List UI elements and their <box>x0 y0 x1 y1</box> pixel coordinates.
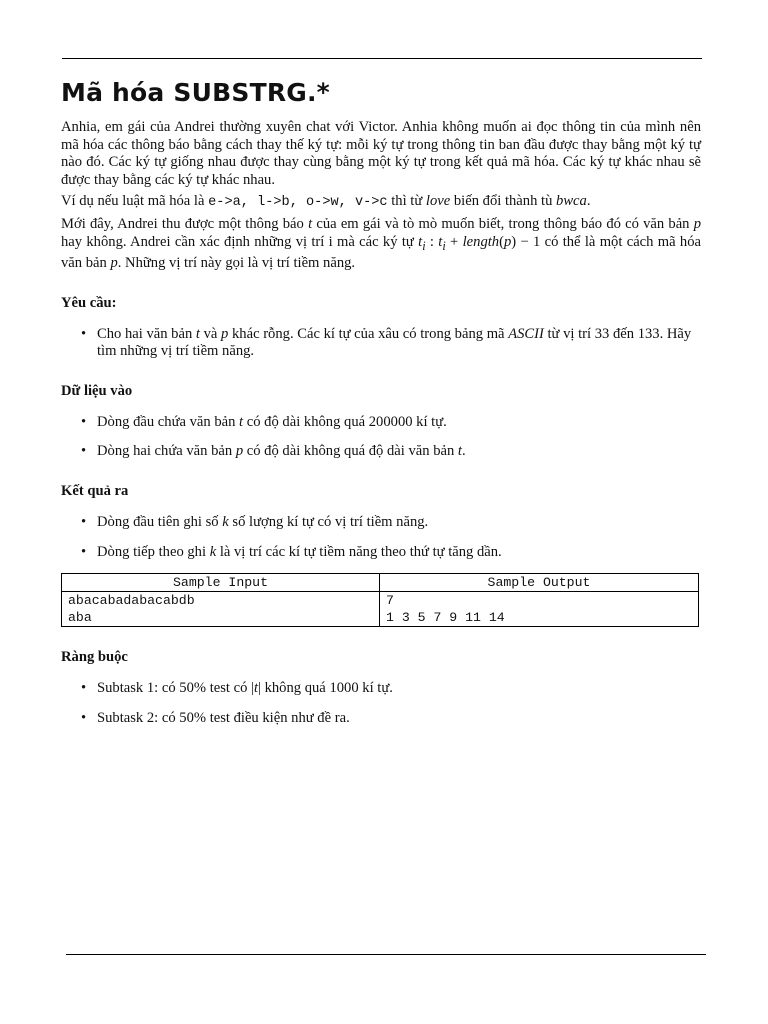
sample-input-line: abacabadabacabdb <box>68 593 195 609</box>
list-item <box>61 326 701 361</box>
sample-output-cell <box>380 592 699 627</box>
text: hay không. Andrei cần xác định những vị trí i mà các ký tự <box>61 233 419 250</box>
requirement-heading: Yêu cầu: <box>61 294 117 311</box>
intro-paragraph-2 <box>61 193 701 212</box>
example-result: bwca <box>556 193 587 210</box>
intro-paragraph-1: Anhia, em gái của Andrei thường xuyên chat với Victor. Anhia không muốn ai đọc thông tin của mình nên mã hóa các thông báo bằng cách thay thế ký tự: mỗi ký tự trong thông tin ban đầu được thay bằng một ký tự nào đó. Các ký tự giống nhau được thay cùng bằng một ký tự trong kết quả mã hóa. Các ký tự khác nhau sẽ được thay bằng các ký tự khác nhau. <box>61 119 701 188</box>
constraints-heading: Ràng buộc <box>61 649 128 666</box>
var-t: t <box>457 443 462 460</box>
text: | không quá 1000 kí tự. <box>258 680 393 697</box>
output-list <box>61 514 701 561</box>
text: khác rỗng. Các kí tự của xâu có trong bảng mã <box>228 325 509 342</box>
text: là vị trí các kí tự tiềm năng theo thứ tự tăng dần. <box>216 543 502 560</box>
example-word: love <box>425 193 451 210</box>
var-p: p <box>110 255 118 272</box>
var-p: p <box>221 325 229 342</box>
text: ) − 1 <box>511 233 541 250</box>
list-item: • Subtask 2: có 50% test điều kiện như đề ra. <box>61 710 701 728</box>
sample-table <box>61 573 699 627</box>
text: biến đổi thành tù <box>450 193 557 210</box>
sample-input-line: aba <box>68 610 92 626</box>
text: Dòng tiếp theo ghi <box>97 543 210 560</box>
var-p: p <box>503 233 512 250</box>
text: Mới đây, Andrei thu được một thông báo <box>61 215 309 232</box>
text: có thể là một cách mã hóa văn bản <box>61 233 701 272</box>
var-t: t <box>308 215 313 232</box>
sample-input-header: Sample Input <box>62 574 380 592</box>
var-k: k <box>222 514 229 531</box>
top-rule <box>62 58 702 59</box>
text: . <box>461 443 466 460</box>
text: : <box>425 233 439 250</box>
bottom-rule <box>66 954 706 955</box>
text: Dòng hai chứa văn bản <box>97 443 236 460</box>
input-heading: Dữ liệu vào <box>61 382 133 399</box>
text: . Những vị trí này gọi là vị trí tiềm năng. <box>117 255 356 272</box>
sample-output-line: 7 <box>386 593 394 609</box>
text: và <box>199 325 222 342</box>
text: Ví dụ nếu luật mã hóa là <box>61 193 209 210</box>
text: từ vị trí 33 đến 133. Hãy tìm những vị trí tiềm năng. <box>97 325 692 360</box>
list-item <box>61 680 701 698</box>
list-item <box>61 443 701 461</box>
var-p: p <box>693 215 701 232</box>
text: + <box>445 233 463 250</box>
formula-sub: i <box>442 238 446 253</box>
var-t: t <box>253 680 259 697</box>
problem-page <box>61 78 701 739</box>
formula-length: length <box>462 233 500 250</box>
text: . <box>586 193 591 210</box>
text: số lượng kí tự có vị trí tiềm năng. <box>228 514 429 531</box>
text: có độ dài không quá độ dài văn bản <box>243 443 458 460</box>
problem-title: Mã hóa SUBSTRG.* <box>61 78 330 107</box>
sample-output-header: Sample Output <box>380 574 699 592</box>
input-list <box>61 414 701 461</box>
list-item <box>61 414 701 432</box>
var-t: t <box>195 325 200 342</box>
text: có độ dài không quá 200000 kí tự. <box>243 413 447 430</box>
text: ( <box>499 233 504 250</box>
text: thì từ <box>387 193 426 210</box>
formula-t: t <box>418 233 423 250</box>
table-row <box>62 592 699 627</box>
intro-paragraph-3 <box>61 216 701 273</box>
ascii-term: ASCII <box>508 325 544 342</box>
output-heading: Kết quả ra <box>61 483 129 500</box>
text: Subtask 1: có 50% test có | <box>97 680 254 697</box>
sample-input-cell <box>62 592 380 627</box>
requirement-list <box>61 326 701 361</box>
constraints-list <box>61 680 701 727</box>
var-t: t <box>239 413 244 430</box>
text: Dòng đầu tiên ghi số <box>97 514 223 531</box>
list-item <box>61 514 701 532</box>
text: Dòng đầu chứa văn bản <box>97 413 240 430</box>
list-item <box>61 544 701 562</box>
table-header-row <box>62 574 699 592</box>
var-k: k <box>209 543 217 560</box>
formula-sub: i <box>422 238 426 253</box>
text: của em gái và tò mò muốn biết, trong thông báo đó có văn bản <box>312 215 694 232</box>
sample-output-line: 1 3 5 7 9 11 14 <box>386 610 505 626</box>
encoding-rule-code: e->a, l->b, o->w, v->c <box>208 195 388 211</box>
var-p: p <box>235 443 244 460</box>
text: Cho hai văn bản <box>97 325 196 342</box>
formula-t: t <box>438 233 443 250</box>
